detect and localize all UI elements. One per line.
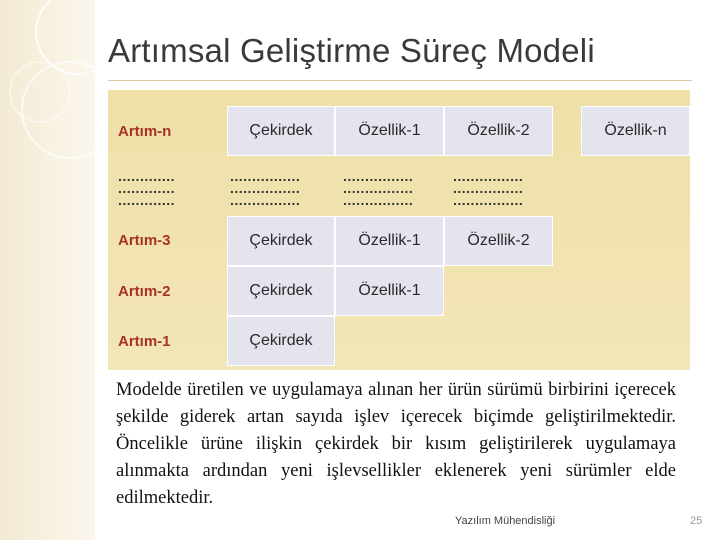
cell-artim-3-ozellik-2: Özellik-2	[444, 216, 553, 266]
row-label-artim-3: Artım-3	[118, 232, 171, 249]
cell-artim-n-ozellik-n: Özellik-n	[581, 106, 690, 156]
ellipsis-col-2: ................ ................ ................	[343, 168, 414, 208]
row-label-artim-n: Artım-n	[118, 123, 172, 140]
decorative-circles	[0, 0, 95, 540]
ellipsis-col-3: ................ ................ ................	[453, 168, 524, 208]
page-number: 25	[690, 515, 703, 527]
cell-artim-3-ozellik-1: Özellik-1	[335, 216, 444, 266]
cell-artim-3-cekirdek: Çekirdek	[227, 216, 335, 266]
slide-body-text: Modelde üretilen ve uygulamaya alınan her ürün sürümü birbirini içerecek şekilde giderek artan sayıda işlev içerecek biçimde geliştirilmektedir. Öncelikle ürüne ilişkin çekirdek bir kısım geliştirilerek uygulamaya alınmakta ardından yeni işlevsellikler eklenerek yeni sürümler elde edilmektedir.	[116, 380, 676, 508]
increment-diagram	[108, 90, 690, 370]
cell-artim-1-cekirdek: Çekirdek	[227, 316, 335, 366]
decorative-side-band	[0, 0, 95, 540]
row-label-artim-1: Artım-1	[118, 333, 171, 350]
slide-title: Artımsal Geliştirme Süreç Modeli	[108, 32, 595, 69]
title-divider	[108, 80, 692, 81]
cell-artim-2-ozellik-1: Özellik-1	[335, 266, 444, 316]
slide-footer: Yazılım Mühendisliği	[455, 515, 556, 527]
cell-artim-n-ozellik-1: Özellik-1	[335, 106, 444, 156]
row-label-artim-2: Artım-2	[118, 283, 171, 300]
ellipsis-col-1: ................ ................ ................	[230, 168, 301, 208]
cell-artim-2-cekirdek: Çekirdek	[227, 266, 335, 316]
cell-artim-n-cekirdek: Çekirdek	[227, 106, 335, 156]
cell-artim-n-ozellik-2: Özellik-2	[444, 106, 553, 156]
ellipsis-label: ............. ............. .............	[118, 168, 176, 208]
